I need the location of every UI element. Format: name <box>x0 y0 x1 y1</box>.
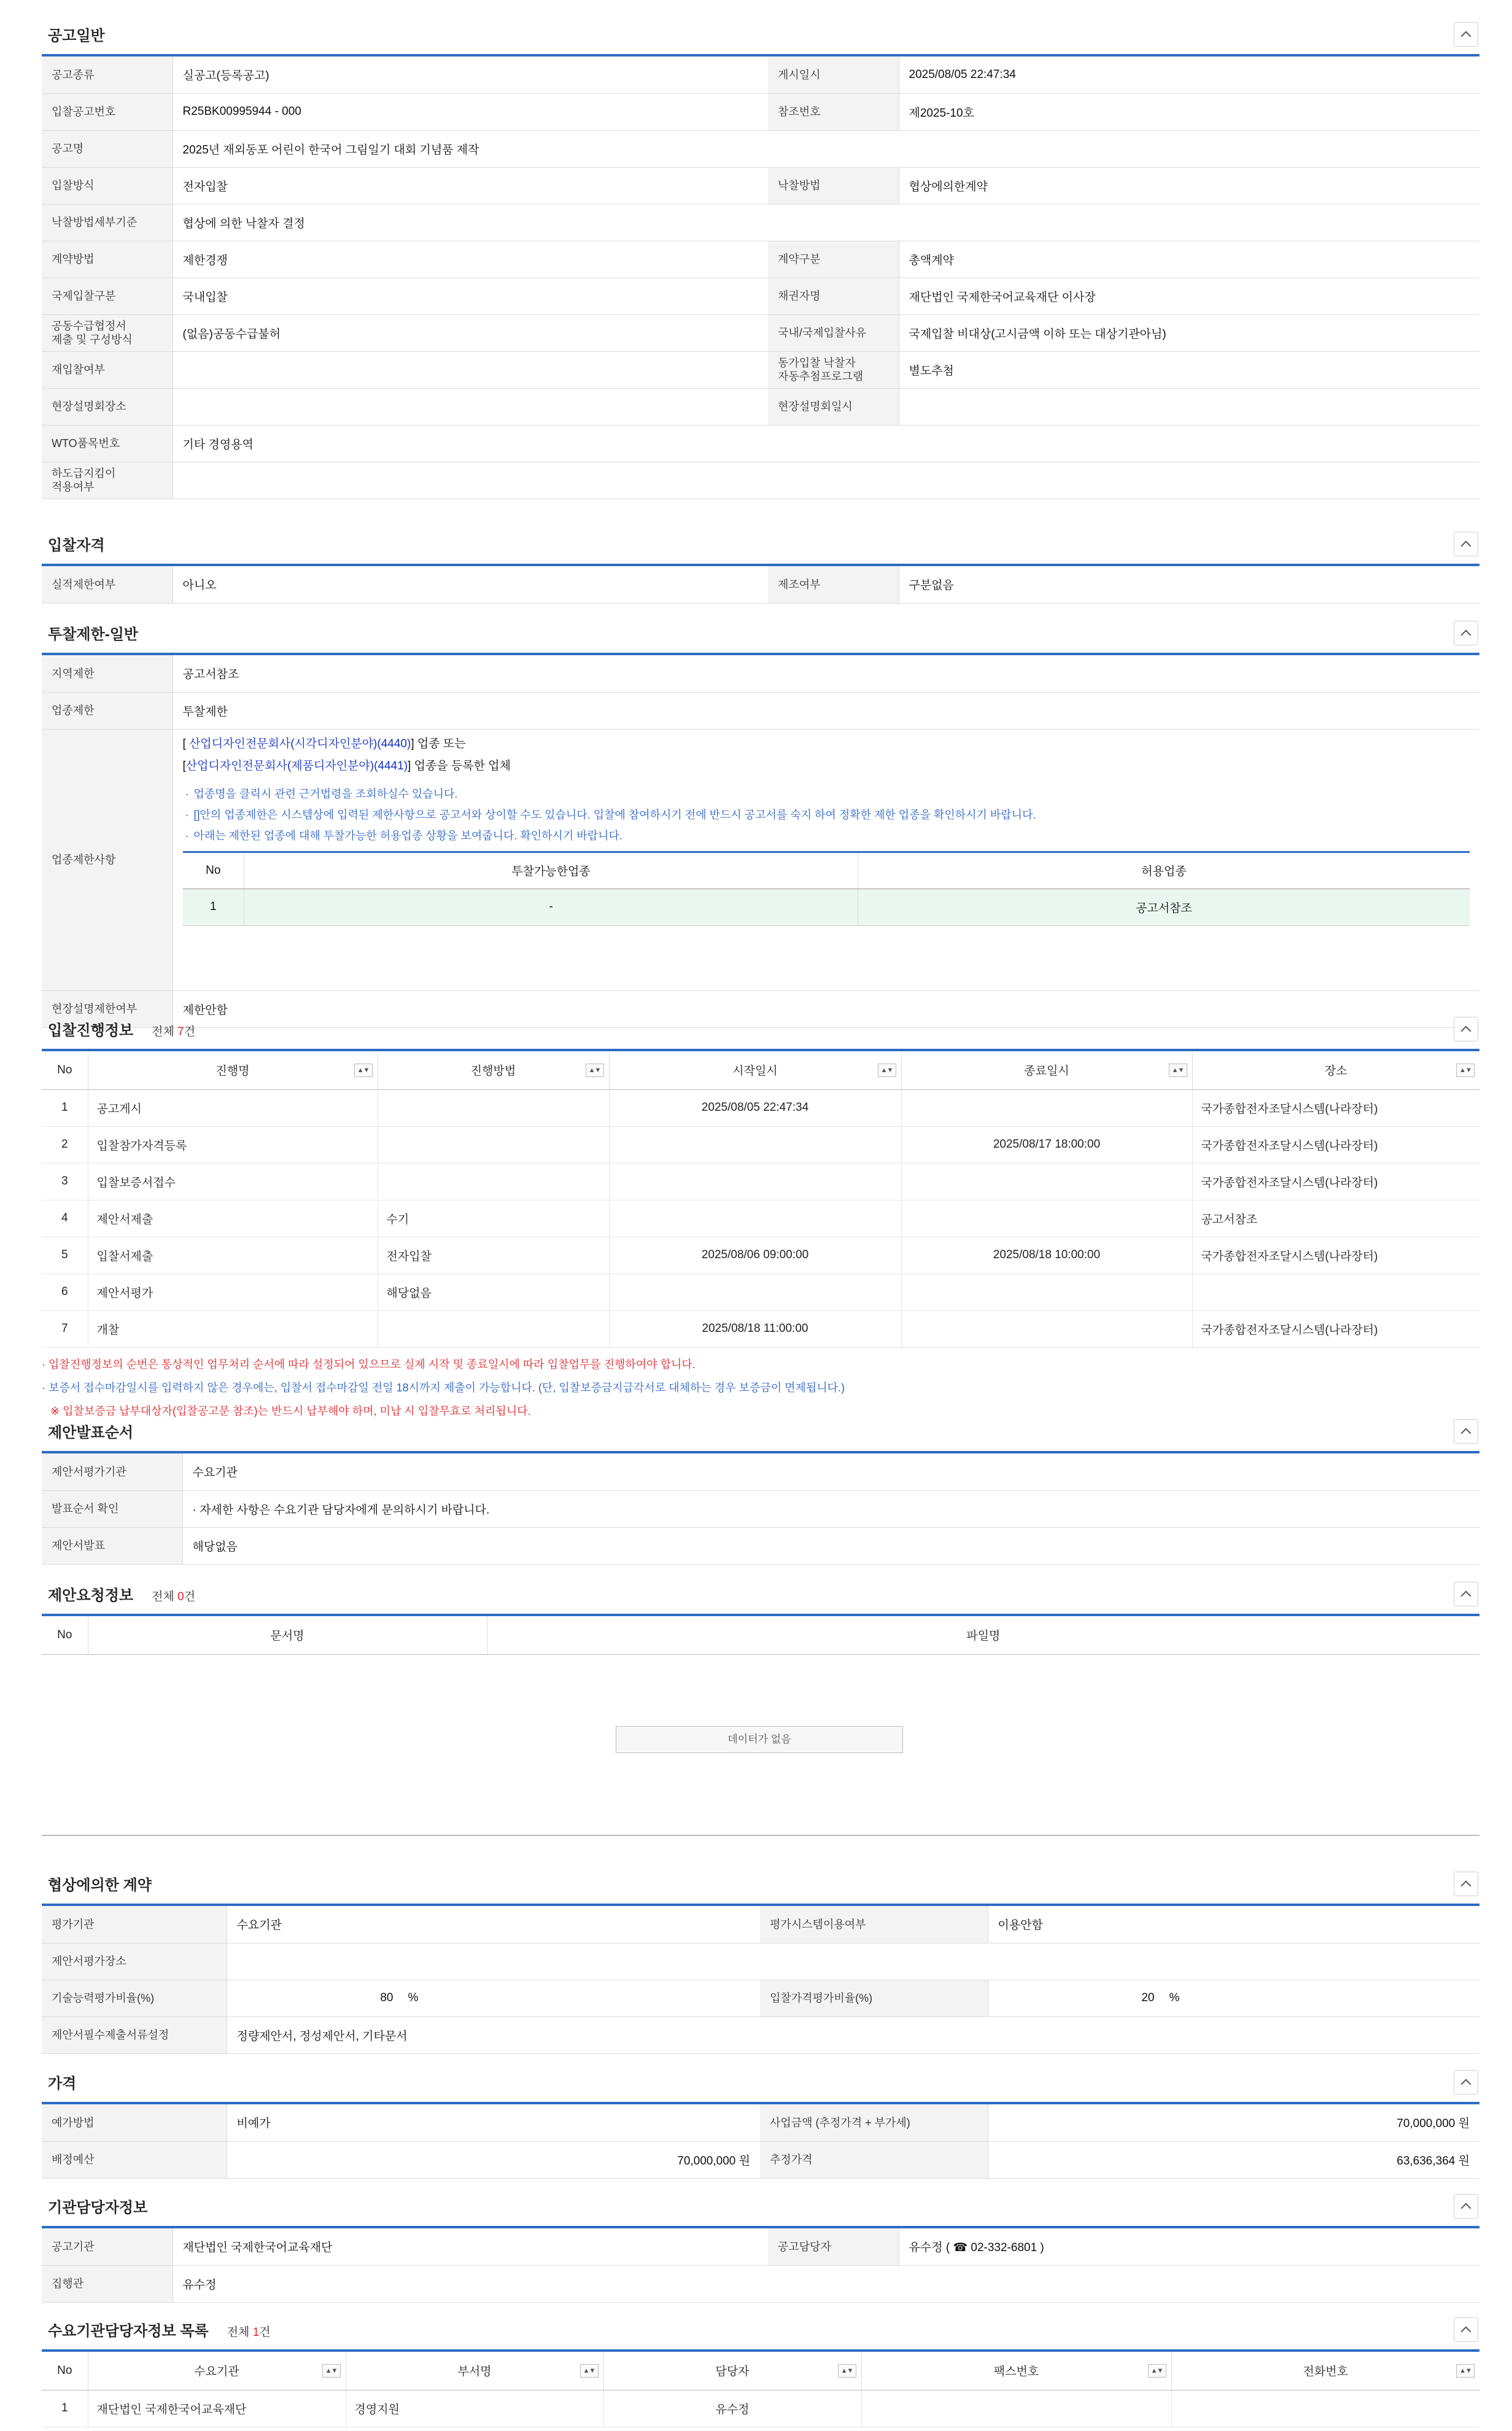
column-header[interactable]: 종료일시 ▲▼ <box>901 1051 1192 1089</box>
table-row <box>42 2390 1479 2427</box>
label: 현장설명회장소 <box>42 388 173 425</box>
sort-icon[interactable]: ▲▼ <box>1456 2364 1475 2378</box>
section-title <box>48 1018 195 1040</box>
label: 제안서평가장소 <box>42 1943 227 1980</box>
table-cell: 국가종합전자조달시스템(나라장터) <box>1192 1163 1479 1200</box>
table-cell: 2025/08/18 10:00:00 <box>901 1237 1192 1274</box>
label: 현장설명제한여부 <box>42 990 173 1027</box>
value: 투찰제한 <box>173 692 1479 729</box>
note: · 보증서 접수마감일시를 입력하지 않은 경우에는, 입찰서 접수마감일 전일 18시까지 제출이 가능합니다. (단, 입찰보증금지급각서로 대체하는 경우 보증금이 면제됩니다.) <box>42 1381 845 1394</box>
count-value: 0 <box>177 1590 184 1603</box>
table-cell: 수기 <box>378 1200 609 1237</box>
column-header: 투찰가능한업종 <box>244 852 858 889</box>
table-cell: 6 <box>42 1274 88 1310</box>
value: R25BK00995944 - 000 <box>173 93 768 130</box>
section-title: 투찰제한-일반 <box>48 626 139 643</box>
note: ※ 입찰보증금 납부대상자(입찰공고문 참조)는 반드시 납부해야 하며, 미납 시 입찰무효로 처리됩니다. <box>50 1404 531 1417</box>
count-unit: 건 <box>259 2326 271 2339</box>
label: 업종제한사항 <box>42 729 173 990</box>
label: 배정예산 <box>42 2141 227 2178</box>
table-cell: 1 <box>42 1089 88 1126</box>
value: 협상에의한계약 <box>899 167 1479 204</box>
count-prefix: 전체 <box>227 2326 250 2339</box>
note: · 입찰진행정보의 순번은 통상적인 업무처리 순서에 따라 설정되어 있으므로 실제 시작 및 종료일시에 따라 입찰업무를 진행하여야 합니다. <box>42 1358 696 1371</box>
section-demand <box>42 2295 1479 2427</box>
table-cell: 입찰참가자격등록 <box>88 1126 378 1163</box>
sort-icon[interactable]: ▲▼ <box>878 1064 896 1077</box>
table-cell: 5 <box>42 1237 88 1274</box>
cell: 1 <box>183 889 244 925</box>
table-cell: 3 <box>42 1163 88 1200</box>
collapse-chevron-icon[interactable] <box>1454 621 1478 645</box>
section-manager <box>42 2172 1479 2303</box>
cell: - <box>244 889 858 925</box>
section-general <box>42 0 1479 499</box>
label: 제조여부 <box>768 566 899 603</box>
table-cell <box>609 1200 901 1237</box>
value: 제2025-10호 <box>899 93 1479 130</box>
value: 재단법인 국제한국어교육재단 이사장 <box>899 278 1479 314</box>
table-cell: 국가종합전자조달시스템(나라장터) <box>1192 1310 1479 1347</box>
table-cell: 해당없음 <box>378 1274 609 1310</box>
value: 공고서참조 <box>173 655 1479 692</box>
value: 이용안함 <box>988 1906 1479 1943</box>
value <box>899 388 1479 425</box>
table-row <box>42 1089 1479 1126</box>
table-row <box>42 1200 1479 1237</box>
label: 국내/국제입찰사유 <box>768 314 899 351</box>
section-request <box>42 1560 1479 1655</box>
column-header[interactable]: 진행명 ▲▼ <box>88 1051 378 1089</box>
table-cell: 7 <box>42 1310 88 1347</box>
text: ] 업종을 등록한 업체 <box>408 759 511 772</box>
value: 총액계약 <box>899 241 1479 278</box>
count-prefix: 전체 <box>152 1025 174 1038</box>
value <box>173 351 768 388</box>
label: 동가입찰 낙찰자 자동추첨프로그램 <box>768 351 899 388</box>
table-cell: 제안서평가 <box>88 1274 378 1310</box>
table-row <box>42 1310 1479 1347</box>
label: 평가기관 <box>42 1906 227 1943</box>
column-header[interactable]: 부서명 ▲▼ <box>346 2352 603 2390</box>
column-header: 파일명 <box>487 1616 1479 1654</box>
table-cell: 2025/08/05 22:47:34 <box>609 1089 901 1126</box>
table-row <box>42 1274 1479 1310</box>
value: 유수정 ( ☎ 02-332-6801 ) <box>899 2228 1479 2265</box>
column-header[interactable]: 수요기관 ▲▼ <box>88 2352 346 2390</box>
column-header[interactable]: 팩스번호 ▲▼ <box>861 2352 1171 2390</box>
sort-icon[interactable]: ▲▼ <box>838 2364 856 2378</box>
value: 20 % <box>988 1980 1479 2017</box>
value: 70,000,000 원 <box>227 2141 760 2178</box>
cell: 공고서참조 <box>858 889 1470 925</box>
column-header: 문서명 <box>88 1616 487 1654</box>
column-header-no: No <box>42 1051 88 1089</box>
table-cell: 1 <box>42 2390 88 2427</box>
label: 추정가격 <box>760 2141 988 2178</box>
label: 공고담당자 <box>768 2228 899 2265</box>
table-cell <box>378 1089 609 1126</box>
label: 제안서발표 <box>42 1527 182 1564</box>
label: 발표순서 확인 <box>42 1490 182 1527</box>
label: 계약방법 <box>42 241 173 278</box>
table-cell <box>901 1274 1192 1310</box>
column-header-no: No <box>42 2352 88 2390</box>
title-text: 수요기관담당자정보 목록 <box>48 2323 209 2340</box>
table-cell: 국가종합전자조달시스템(나라장터) <box>1192 1089 1479 1126</box>
collapse-chevron-icon[interactable] <box>1454 1017 1478 1041</box>
value: 협상에 의한 낙찰자 결정 <box>173 204 1479 241</box>
label: 기술능력평가비율(%) <box>42 1980 227 2017</box>
table-cell <box>901 1200 1192 1237</box>
collapse-chevron-icon[interactable] <box>1454 22 1478 47</box>
table-row <box>183 889 1470 925</box>
table-cell <box>378 1126 609 1163</box>
section-title <box>48 1583 195 1604</box>
progress-table <box>42 1051 1479 1348</box>
sort-icon[interactable]: ▲▼ <box>322 2364 341 2378</box>
value: 제한경쟁 <box>173 241 768 278</box>
table-row <box>42 1237 1479 1274</box>
collapse-chevron-icon[interactable] <box>1454 1419 1478 1444</box>
collapse-chevron-icon[interactable] <box>1454 532 1478 556</box>
label: 집행관 <box>42 2265 173 2302</box>
section-title: 협상에의한 계약 <box>48 1877 152 1894</box>
label: 국제입찰구분 <box>42 278 173 314</box>
label: 실적제한여부 <box>42 566 173 603</box>
request-table <box>42 1616 1479 1655</box>
table-cell: 2025/08/06 09:00:00 <box>609 1237 901 1274</box>
table-cell: 입찰서제출 <box>88 1237 378 1274</box>
collapse-chevron-icon[interactable] <box>1454 2317 1478 2342</box>
sort-icon[interactable]: ▲▼ <box>1169 1064 1187 1077</box>
column-header: 허용업종 <box>858 852 1470 889</box>
value: 80 % <box>227 1980 760 2017</box>
value <box>173 388 768 425</box>
column-header[interactable]: 전화번호 ▲▼ <box>1171 2352 1479 2390</box>
collapse-chevron-icon[interactable] <box>1454 2194 1478 2219</box>
table-cell <box>378 1163 609 1200</box>
title-text: 입찰진행정보 <box>48 1022 134 1039</box>
table-cell: 재단법인 국제한국어교육재단 <box>88 2390 346 2427</box>
notes-list <box>183 784 1470 846</box>
label: 제안서필수제출서류설정 <box>42 2017 227 2053</box>
table-cell: 국가종합전자조달시스템(나라장터) <box>1192 1126 1479 1163</box>
table-cell: 개찰 <box>88 1310 378 1347</box>
value: 국제입찰 비대상(고시금액 이하 또는 대상기관아님) <box>899 314 1479 351</box>
count-prefix: 전체 <box>152 1590 174 1603</box>
table-cell <box>901 1089 1192 1126</box>
table-row <box>42 1126 1479 1163</box>
value: 70,000,000 원 <box>988 2104 1479 2141</box>
table-cell <box>1171 2390 1479 2427</box>
section-title: 가격 <box>48 2075 77 2092</box>
table-row <box>42 1163 1479 1200</box>
table-cell <box>901 1163 1192 1200</box>
no-data-message: 데이터가 없음 <box>616 1726 903 1753</box>
section-title <box>48 2319 271 2340</box>
column-header: No <box>42 1616 88 1654</box>
value: 실공고(등록공고) <box>173 56 768 93</box>
value: 비예가 <box>227 2104 760 2141</box>
value: 전자입찰 <box>173 167 768 204</box>
count-value: 1 <box>252 2326 260 2339</box>
column-header[interactable]: 담당자 ▲▼ <box>603 2352 861 2390</box>
table-cell: 공고서참조 <box>1192 1200 1479 1237</box>
section-price <box>42 2048 1479 2179</box>
value: 국내입찰 <box>173 278 768 314</box>
table-cell <box>609 1274 901 1310</box>
table-cell <box>378 1310 609 1347</box>
table-cell: 입찰보증서접수 <box>88 1163 378 1200</box>
table-cell: 2025/08/17 18:00:00 <box>901 1126 1192 1163</box>
label: 입찰방식 <box>42 167 173 204</box>
section-title: 공고일반 <box>48 28 105 44</box>
label: 업종제한 <box>42 692 173 729</box>
column-header[interactable]: 시작일시 ▲▼ <box>609 1051 901 1089</box>
label: 하도급지킴이 적용여부 <box>42 462 173 499</box>
count-unit: 건 <box>184 1025 196 1038</box>
column-header: No <box>183 852 244 889</box>
value: 2025/08/05 22:47:34 <box>899 56 1479 93</box>
label: 제안서평가기관 <box>42 1453 182 1490</box>
section-title: 기관담당자정보 <box>48 2200 148 2216</box>
value: 구분없음 <box>899 566 1479 603</box>
table-cell: 4 <box>42 1200 88 1237</box>
value: 해당없음 <box>182 1527 1479 1564</box>
label: 예가방법 <box>42 2104 227 2141</box>
count-label <box>152 1025 195 1038</box>
label: 게시일시 <box>768 56 899 93</box>
section-title: 제안발표순서 <box>48 1425 134 1441</box>
column-header[interactable]: 장소 ▲▼ <box>1192 1051 1479 1089</box>
label: 입찰가격평가비율(%) <box>760 1980 988 2017</box>
table-cell: 경영지원 <box>346 2390 603 2427</box>
label: 현장설명회일시 <box>768 388 899 425</box>
value: (없음)공동수급불허 <box>173 314 768 351</box>
label: 공고기관 <box>42 2228 173 2265</box>
label: 낙찰방법 <box>768 167 899 204</box>
sort-icon[interactable]: ▲▼ <box>1456 1064 1475 1077</box>
table-cell <box>901 1310 1192 1347</box>
value: 정량제안서, 정성제안서, 기타문서 <box>227 2017 1479 2053</box>
note: · []안의 업종제한은 시스템상에 입력된 제한사항으로 공고서와 상이할 수도 있습니다. 입찰에 참여하시기 전에 반드시 공고서를 숙지 하여 정확한 제한 업종을 확인하시기 바랍니다. <box>183 804 1470 825</box>
industry-link-4441[interactable]: 산업디자인전문회사(제품디자인분야)(4441) <box>185 759 408 772</box>
count-label <box>152 1590 195 1603</box>
count-value: 7 <box>177 1025 184 1038</box>
table-cell: 공고게시 <box>88 1089 378 1126</box>
text: ] 업종 또는 <box>411 737 466 750</box>
section-restriction: 투찰제한-일반 지역제한 공고서참조 업종제한 투찰제한 업종제한사항 [ 산업디자인전문회사(시각디자인분야)(4440)] 업종 또는 [산업디자인전문회사(제품디자인분야)(4441)] 업종을 등록한 업체 · 업종명을 클릭시 관련 근거법령을 조회하실수 있습니다. · []안의 업종제한은 시스템상에 입력된 제한사항으로 공고서와 상이할 수도 있습니다. 입찰에 참여하시기 전에 반드시 공고서를 숙지 하여 정확한 제한 업종을 확인하시기 바랍니다. · 아래는 제한된 업종에 대해 투찰가능한 허용업종 상황을 보여줍니다. 확인하시기 바랍니다. No 투찰가능한업종 허용업종 1 - 공고서참조 현장설명제한여부 제한안함 <box>42 599 1479 1028</box>
value: · 자세한 사항은 수요기관 담당자에게 문의하시기 바랍니다. <box>182 1490 1479 1527</box>
label: 채권자명 <box>768 278 899 314</box>
collapse-chevron-icon[interactable] <box>1454 2070 1478 2095</box>
collapse-chevron-icon[interactable] <box>1454 1582 1478 1606</box>
table-cell: 제안서제출 <box>88 1200 378 1237</box>
value <box>227 1943 1479 1980</box>
section-qualification <box>42 510 1479 604</box>
label: 공동수급협정서 제출 및 구성방식 <box>42 314 173 351</box>
demand-table <box>42 2352 1479 2427</box>
title-text: 제안요청정보 <box>48 1587 134 1604</box>
label: WTO품목번호 <box>42 425 173 462</box>
label: 낙찰방법세부기준 <box>42 204 173 241</box>
general-table <box>42 56 1479 499</box>
table-cell: 유수정 <box>603 2390 861 2427</box>
section-presentation <box>42 1397 1479 1565</box>
value: 2025년 재외동포 어린이 한국어 그림일기 대회 기념품 제작 <box>173 130 1479 167</box>
table-cell <box>1192 1274 1479 1310</box>
value: 재단법인 국제한국어교육재단 <box>173 2228 768 2265</box>
section-progress <box>42 995 1479 1423</box>
value: 유수정 <box>173 2265 1479 2302</box>
label: 지역제한 <box>42 655 173 692</box>
column-header[interactable]: 진행방법 ▲▼ <box>378 1051 609 1089</box>
label: 공고종류 <box>42 56 173 93</box>
table-cell: 국가종합전자조달시스템(나라장터) <box>1192 1237 1479 1274</box>
value <box>173 462 1479 499</box>
note: · 아래는 제한된 업종에 대해 투찰가능한 허용업종 상황을 보여줍니다. 확인하시기 바랍니다. <box>183 825 1470 846</box>
label: 참조번호 <box>768 93 899 130</box>
value: 기타 경영용역 <box>173 425 1479 462</box>
table-cell: 2 <box>42 1126 88 1163</box>
collapse-chevron-icon[interactable] <box>1454 1872 1478 1896</box>
sort-icon[interactable]: ▲▼ <box>354 1064 373 1077</box>
section-title: 입찰자격 <box>48 537 105 554</box>
table-cell <box>609 1163 901 1200</box>
industry-link-4440[interactable]: 산업디자인전문회사(시각디자인분야)(4440) <box>189 737 411 750</box>
value: 아니오 <box>173 566 768 603</box>
table-cell <box>861 2390 1171 2427</box>
count-label <box>227 2326 271 2339</box>
label: 사업금액 (추정가격 + 부가세) <box>760 2104 988 2141</box>
note: · 업종명을 클릭시 관련 근거법령을 조회하실수 있습니다. <box>183 784 1470 804</box>
value: 63,636,364 원 <box>988 2141 1479 2178</box>
value: 수요기관 <box>227 1906 760 1943</box>
label: 재입찰여부 <box>42 351 173 388</box>
count-unit: 건 <box>184 1590 196 1603</box>
label: 계약구분 <box>768 241 899 278</box>
section-negotiation <box>42 1850 1479 2054</box>
label: 공고명 <box>42 130 173 167</box>
table-cell <box>609 1126 901 1163</box>
label: 평가시스템이용여부 <box>760 1906 988 1943</box>
sort-icon[interactable]: ▲▼ <box>586 1064 604 1077</box>
value: 별도추첨 <box>899 351 1479 388</box>
sort-icon[interactable]: ▲▼ <box>580 2364 599 2378</box>
table-cell: 2025/08/18 11:00:00 <box>609 1310 901 1347</box>
allowed-industry-table <box>183 851 1470 926</box>
table-cell: 전자입찰 <box>378 1237 609 1274</box>
label: 입찰공고번호 <box>42 93 173 130</box>
value: 수요기관 <box>182 1453 1479 1490</box>
sort-icon[interactable]: ▲▼ <box>1148 2364 1166 2378</box>
value: 제한안함 <box>173 990 1479 1027</box>
